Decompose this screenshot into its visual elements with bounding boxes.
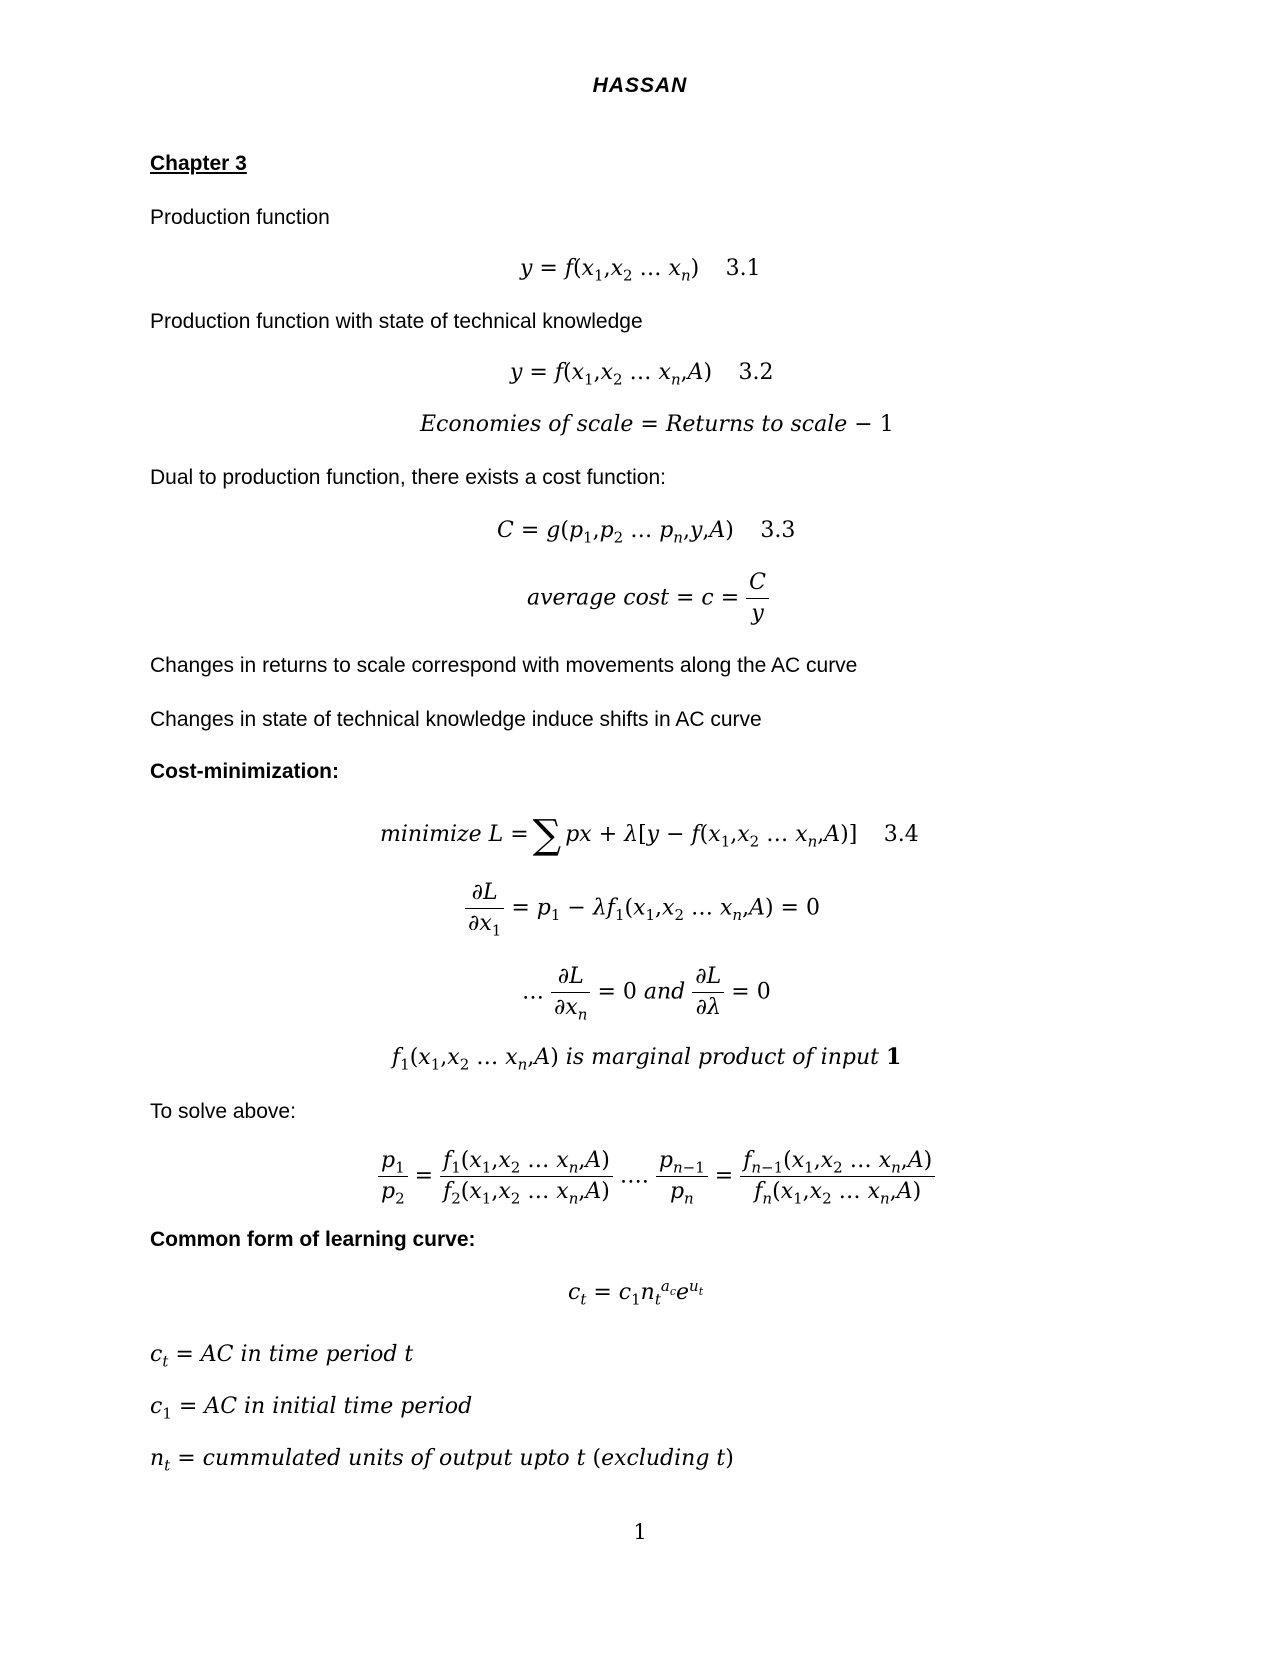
- equation-3-4: minimize L = ∑ px + $\lambda[y - f(x_1,x_2$ … $x_n,A$)] 3.4: [380, 812, 919, 858]
- equation-average-cost: average cost = c = $\frac{C}{y}$: [527, 568, 769, 629]
- equation-number: 3.3: [760, 518, 796, 543]
- page-header: HASSAN: [592, 74, 688, 97]
- equation-foc-xn-lambda: … $\frac{\partial L}{\partial x_n}$ = 0 and $\frac{\partial L}{\partial\lambda}$ = 0: [522, 964, 771, 1024]
- equation-number: 3.1: [725, 256, 761, 281]
- equation-foc-x1: $\frac{\partial L}{\partial x_1}$ = $p_1 - \lambda f_1(x_1,x_2$ … $x_n,A) = 0$: [465, 878, 820, 939]
- paragraph-technical-knowledge: Production function with state of technical knowledge: [150, 310, 643, 333]
- page-number: 1: [633, 1520, 647, 1544]
- equation-marginal-product: $f_1(x_1,x_2$ … $x_n,A$) is marginal product of input 1: [392, 1044, 902, 1074]
- definition-c1: $c_1$ = AC in initial time period: [150, 1394, 473, 1423]
- equation-3-1: $y = f(x_1,x_2$ … $x_n$) 3.1: [520, 256, 761, 285]
- equation-3-2: $y = f(x_1,x_2$ … $x_n,A$) 3.2: [510, 360, 774, 389]
- paragraph-ac-shifts: Changes in state of technical knowledge induce shifts in AC curve: [150, 708, 762, 731]
- equation-price-ratios: $\frac{p_1}{p_2}$ = $\frac{f_1(x_1,x_2 \dots x_n,A)}{f_2(x_1,x_2 \dots x_n,A)}$ …. $\frac{p_{n-1}}{p_n}$ = $\frac{f_{n-1}(x_1,x_2 \dots x_n,A)}{f_n(x_1,x_2 \dots x_n,A)}$: [378, 1146, 935, 1207]
- definition-ct: $c_t$ = AC in time period t: [150, 1342, 414, 1371]
- equation-number: 3.4: [883, 822, 919, 847]
- paragraph-production-function: Production function: [150, 206, 330, 229]
- equation-3-3: $C = g(p_1,p_2$ … $p_n,y,A$) 3.3: [497, 518, 796, 547]
- chapter-title: Chapter 3: [150, 152, 247, 175]
- equation-learning-curve: $c_t = c_1n_t^{a_c}e^{u_t}$: [568, 1276, 704, 1309]
- paragraph-cost-function: Dual to production function, there exists a cost function:: [150, 466, 666, 489]
- equation-economies-of-scale: Economies of scale = Returns to scale − 1: [420, 412, 894, 437]
- heading-learning-curve: Common form of learning curve:: [150, 1228, 476, 1251]
- heading-cost-minimization: Cost-minimization:: [150, 760, 339, 783]
- definition-nt: $n_t$ = cummulated units of output upto t (excluding t): [150, 1446, 734, 1475]
- paragraph-returns-to-scale: Changes in returns to scale correspond with movements along the AC curve: [150, 654, 858, 677]
- equation-number: 3.2: [738, 360, 774, 385]
- paragraph-to-solve: To solve above:: [150, 1100, 296, 1123]
